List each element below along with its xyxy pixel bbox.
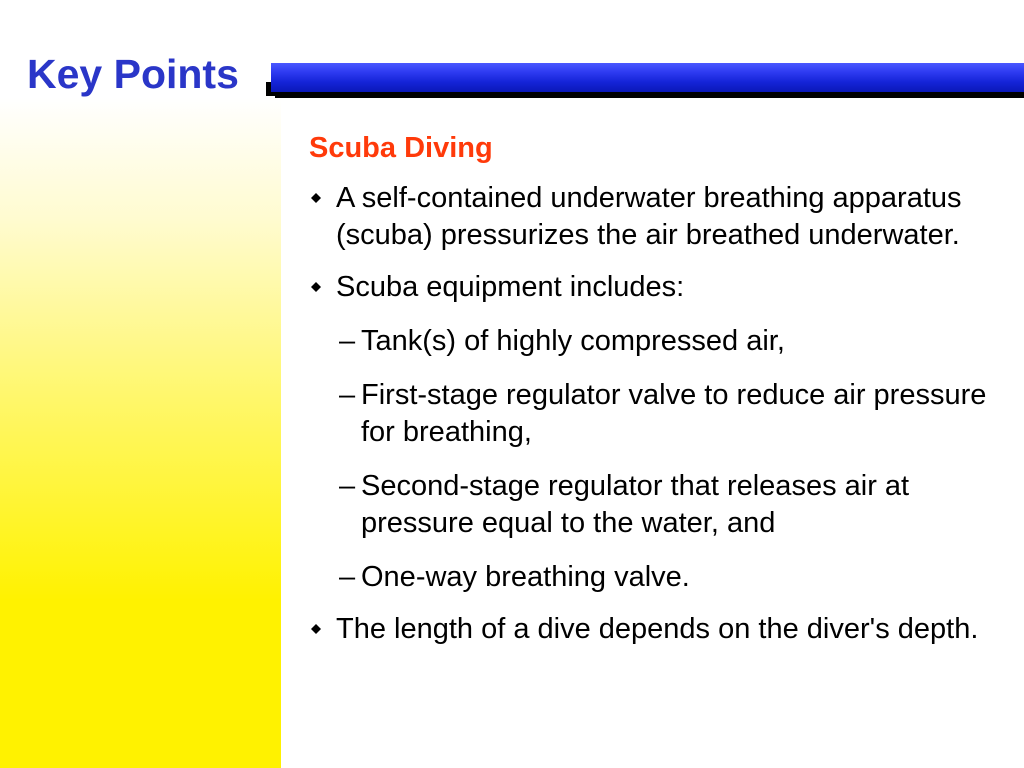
dash-marker: – <box>339 470 356 502</box>
sub-bullet-item <box>309 559 1014 596</box>
bullet-item <box>309 269 1014 306</box>
sub-bullet-text: Second-stage regulator that releases air at pressure equal to the water, and <box>361 470 910 539</box>
bullet-text: Scuba equipment includes: <box>336 271 685 303</box>
diamond-bullet-icon <box>311 282 321 292</box>
dash-marker: – <box>339 379 356 411</box>
slide-body <box>309 126 1014 648</box>
title-rule-bar <box>271 63 1024 92</box>
sub-bullet-text: One-way breathing valve. <box>361 561 690 593</box>
section-heading: Scuba Diving <box>309 132 493 164</box>
bullet-text: A self-contained underwater breathing apparatus (scuba) pressurizes the air breathed underwater. <box>336 182 962 251</box>
bullet-item <box>309 180 1014 254</box>
sub-bullet-item <box>309 323 1014 360</box>
diamond-bullet-icon <box>311 193 321 203</box>
bullet-text: The length of a dive depends on the diver's depth. <box>336 613 979 645</box>
slide-title: Key Points <box>27 51 239 97</box>
dash-marker: – <box>339 561 356 593</box>
sub-bullet-text: First-stage regulator valve to reduce air pressure for breathing, <box>361 379 987 448</box>
bullet-item <box>309 611 1014 648</box>
dash-marker: – <box>339 325 356 357</box>
diamond-bullet-icon <box>311 624 321 634</box>
sub-bullet-text: Tank(s) of highly compressed air, <box>361 325 785 357</box>
yellow-side-panel <box>0 98 281 768</box>
sub-bullet-item <box>309 377 1014 451</box>
sub-bullet-item <box>309 468 1014 542</box>
